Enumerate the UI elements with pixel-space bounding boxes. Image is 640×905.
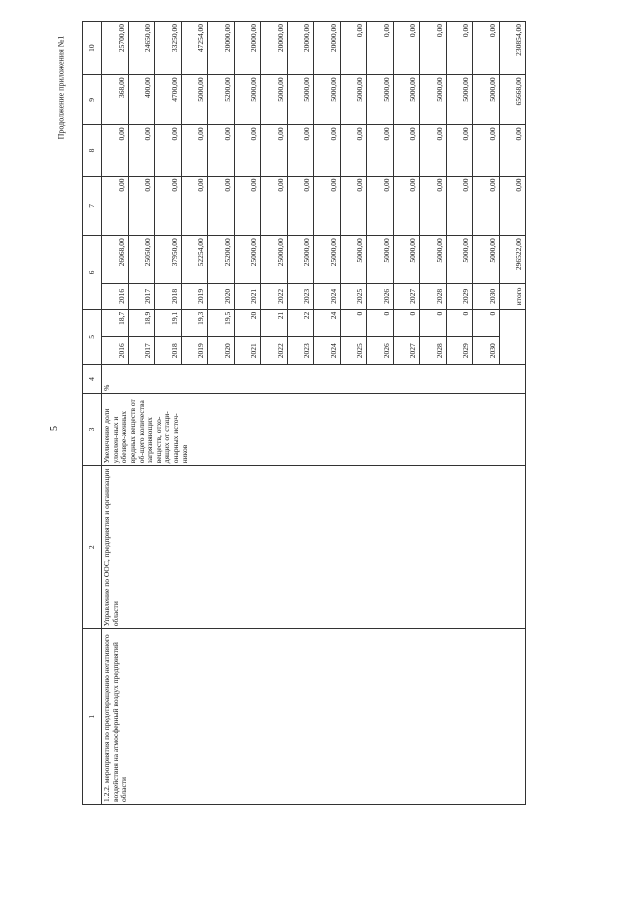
- total-cell: 5000,00: [393, 236, 420, 284]
- col7-cell: 0,00: [420, 176, 447, 236]
- year-cell: 2030: [473, 284, 500, 310]
- col9-cell: 5000,00: [181, 75, 208, 125]
- col8-cell: 0,00: [499, 125, 526, 176]
- year-cell: 2021: [234, 337, 261, 365]
- col7-cell: 0,00: [208, 176, 235, 236]
- col10-cell: 20000,00: [314, 22, 341, 75]
- col10-cell: 20000,00: [208, 22, 235, 75]
- year-cell: 2018: [155, 337, 182, 365]
- col10-cell: 20000,00: [234, 22, 261, 75]
- col7-cell: 0,00: [473, 176, 500, 236]
- continuation-label: Продолжение приложения №1: [56, 35, 66, 140]
- year-cell: 2025: [340, 284, 367, 310]
- header-cell: 3: [83, 393, 102, 465]
- col9-cell: 5000,00: [314, 75, 341, 125]
- year-cell: 2018: [155, 284, 182, 310]
- total-cell: 296522,00: [499, 236, 526, 284]
- col9-cell: 5000,00: [393, 75, 420, 125]
- unit-cell: %: [102, 365, 526, 394]
- col7-cell: 0,00: [234, 176, 261, 236]
- col8-cell: 0,00: [446, 125, 473, 176]
- year-cell: 2024: [314, 337, 341, 365]
- col10-cell: 0,00: [446, 22, 473, 75]
- table-row: [102, 22, 129, 805]
- indicator-value-cell: 19,5: [208, 309, 235, 337]
- indicator-value-cell: 0: [420, 309, 447, 337]
- total-cell: 5000,00: [420, 236, 447, 284]
- col7-cell: 0,00: [340, 176, 367, 236]
- col10-cell: 24650,00: [128, 22, 155, 75]
- col7-cell: 0,00: [261, 176, 288, 236]
- col7-cell: 0,00: [367, 176, 394, 236]
- col9-cell: 5000,00: [234, 75, 261, 125]
- col9-cell: 5000,00: [261, 75, 288, 125]
- year-cell: 2016: [102, 284, 129, 310]
- col8-cell: 0,00: [367, 125, 394, 176]
- year-cell: 2030: [473, 337, 500, 365]
- page-number: 5: [49, 426, 60, 431]
- col8-cell: 0,00: [314, 125, 341, 176]
- col7-cell: 0,00: [287, 176, 314, 236]
- header-cell: 9: [83, 75, 102, 125]
- measure-cell: 1.2.2. мероприятия по предотвращению негативного воздействия на атмосферный воздух предприятий области: [102, 629, 526, 805]
- col8-cell: 0,00: [208, 125, 235, 176]
- col9-cell: 5000,00: [473, 75, 500, 125]
- header-cell: 1: [83, 629, 102, 805]
- program-table: [82, 21, 526, 805]
- total-cell: 52254,00: [181, 236, 208, 284]
- header-row: [83, 22, 102, 805]
- year-cell: 2023: [287, 284, 314, 310]
- col7-cell: 0,00: [393, 176, 420, 236]
- total-cell: 25000,00: [234, 236, 261, 284]
- year-cell: 2020: [208, 284, 235, 310]
- executor-cell: Управление по ООС, предприятия и организации области: [102, 466, 526, 629]
- total-cell: 25050,00: [128, 236, 155, 284]
- indicator-value-cell: 21: [261, 309, 288, 337]
- total-cell: 26068,00: [102, 236, 129, 284]
- year-cell: 2028: [420, 284, 447, 310]
- year-cell: 2020: [208, 337, 235, 365]
- year-cell: 2017: [128, 337, 155, 365]
- indicator-value-cell: 20: [234, 309, 261, 337]
- col8-cell: 0,00: [102, 125, 129, 176]
- year-cell: 2017: [128, 284, 155, 310]
- header-cell: 6: [83, 236, 102, 310]
- col9-cell: 368,00: [102, 75, 129, 125]
- total-cell: 5000,00: [340, 236, 367, 284]
- indicator-value-cell: 24: [314, 309, 341, 337]
- rotated-table-wrapper: [82, 21, 526, 805]
- year-cell: 2027: [393, 337, 420, 365]
- col10-cell: 20000,00: [261, 22, 288, 75]
- year-cell: 2028: [420, 337, 447, 365]
- col10-cell: 25700,00: [102, 22, 129, 75]
- indicator-cell: Увеличение доли уловлен-ных и обезвре-женных вредных веществ от об-щего количества загрязняющих веществ, отхо-дящих от стаци-онарных источ-ников: [102, 393, 526, 465]
- col10-cell: 47254,00: [181, 22, 208, 75]
- col7-cell: 0,00: [102, 176, 129, 236]
- col10-cell: 33250,00: [155, 22, 182, 75]
- year-cell: 2025: [340, 337, 367, 365]
- year-cell: 2022: [261, 284, 288, 310]
- col8-cell: 0,00: [287, 125, 314, 176]
- year-cell: 2016: [102, 337, 129, 365]
- col8-cell: 0,00: [181, 125, 208, 176]
- col10-cell: 0,00: [473, 22, 500, 75]
- totals-blank-cell: [499, 309, 526, 364]
- indicator-value-cell: 19,3: [181, 309, 208, 337]
- indicator-value-cell: 18,9: [128, 309, 155, 337]
- year-cell: 2024: [314, 284, 341, 310]
- col8-cell: 0,00: [128, 125, 155, 176]
- header-cell: 2: [83, 466, 102, 629]
- col9-cell: 400,00: [128, 75, 155, 125]
- col9-cell: 5000,00: [367, 75, 394, 125]
- col10-cell: 0,00: [420, 22, 447, 75]
- indicator-value-cell: 0: [473, 309, 500, 337]
- total-cell: 5000,00: [473, 236, 500, 284]
- header-cell: 8: [83, 125, 102, 176]
- col8-cell: 0,00: [340, 125, 367, 176]
- total-cell: 37950,00: [155, 236, 182, 284]
- col7-cell: 0,00: [446, 176, 473, 236]
- col7-cell: 0,00: [128, 176, 155, 236]
- col9-cell: 5000,00: [420, 75, 447, 125]
- col9-cell: 65668,00: [499, 75, 526, 125]
- col10-cell: 0,00: [367, 22, 394, 75]
- col10-cell: 0,00: [393, 22, 420, 75]
- table-body: [102, 22, 526, 805]
- year-cell: 2023: [287, 337, 314, 365]
- col10-cell: 0,00: [340, 22, 367, 75]
- year-cell: 2021: [234, 284, 261, 310]
- year-cell: 2019: [181, 337, 208, 365]
- total-cell: 5000,00: [367, 236, 394, 284]
- col8-cell: 0,00: [155, 125, 182, 176]
- total-cell: 5000,00: [446, 236, 473, 284]
- total-cell: 25000,00: [261, 236, 288, 284]
- total-cell: 25200,00: [208, 236, 235, 284]
- total-cell: 25000,00: [287, 236, 314, 284]
- header-cell: 4: [83, 365, 102, 394]
- year-cell: 2029: [446, 284, 473, 310]
- col9-cell: 5000,00: [446, 75, 473, 125]
- indicator-value-cell: 0: [393, 309, 420, 337]
- col7-cell: 0,00: [499, 176, 526, 236]
- col8-cell: 0,00: [420, 125, 447, 176]
- col9-cell: 4700,00: [155, 75, 182, 125]
- col9-cell: 5200,00: [208, 75, 235, 125]
- header-cell: 7: [83, 176, 102, 236]
- year-cell: 2027: [393, 284, 420, 310]
- col9-cell: 5000,00: [287, 75, 314, 125]
- col8-cell: 0,00: [393, 125, 420, 176]
- header-cell: 10: [83, 22, 102, 75]
- col8-cell: 0,00: [261, 125, 288, 176]
- indicator-value-cell: 0: [340, 309, 367, 337]
- year-cell: 2026: [367, 284, 394, 310]
- total-cell: 25000,00: [314, 236, 341, 284]
- col9-cell: 5000,00: [340, 75, 367, 125]
- year-cell: 2022: [261, 337, 288, 365]
- year-cell: 2026: [367, 337, 394, 365]
- indicator-value-cell: 19,1: [155, 309, 182, 337]
- indicator-value-cell: 18,7: [102, 309, 129, 337]
- col8-cell: 0,00: [473, 125, 500, 176]
- col7-cell: 0,00: [314, 176, 341, 236]
- col7-cell: 0,00: [181, 176, 208, 236]
- year-cell: 2029: [446, 337, 473, 365]
- col10-cell: 230854,00: [499, 22, 526, 75]
- col10-cell: 20000,00: [287, 22, 314, 75]
- indicator-value-cell: 0: [367, 309, 394, 337]
- header-cell: 5: [83, 309, 102, 364]
- indicator-value-cell: 22: [287, 309, 314, 337]
- indicator-value-cell: 0: [446, 309, 473, 337]
- col8-cell: 0,00: [234, 125, 261, 176]
- totals-label: итого: [499, 284, 526, 310]
- year-cell: 2019: [181, 284, 208, 310]
- col7-cell: 0,00: [155, 176, 182, 236]
